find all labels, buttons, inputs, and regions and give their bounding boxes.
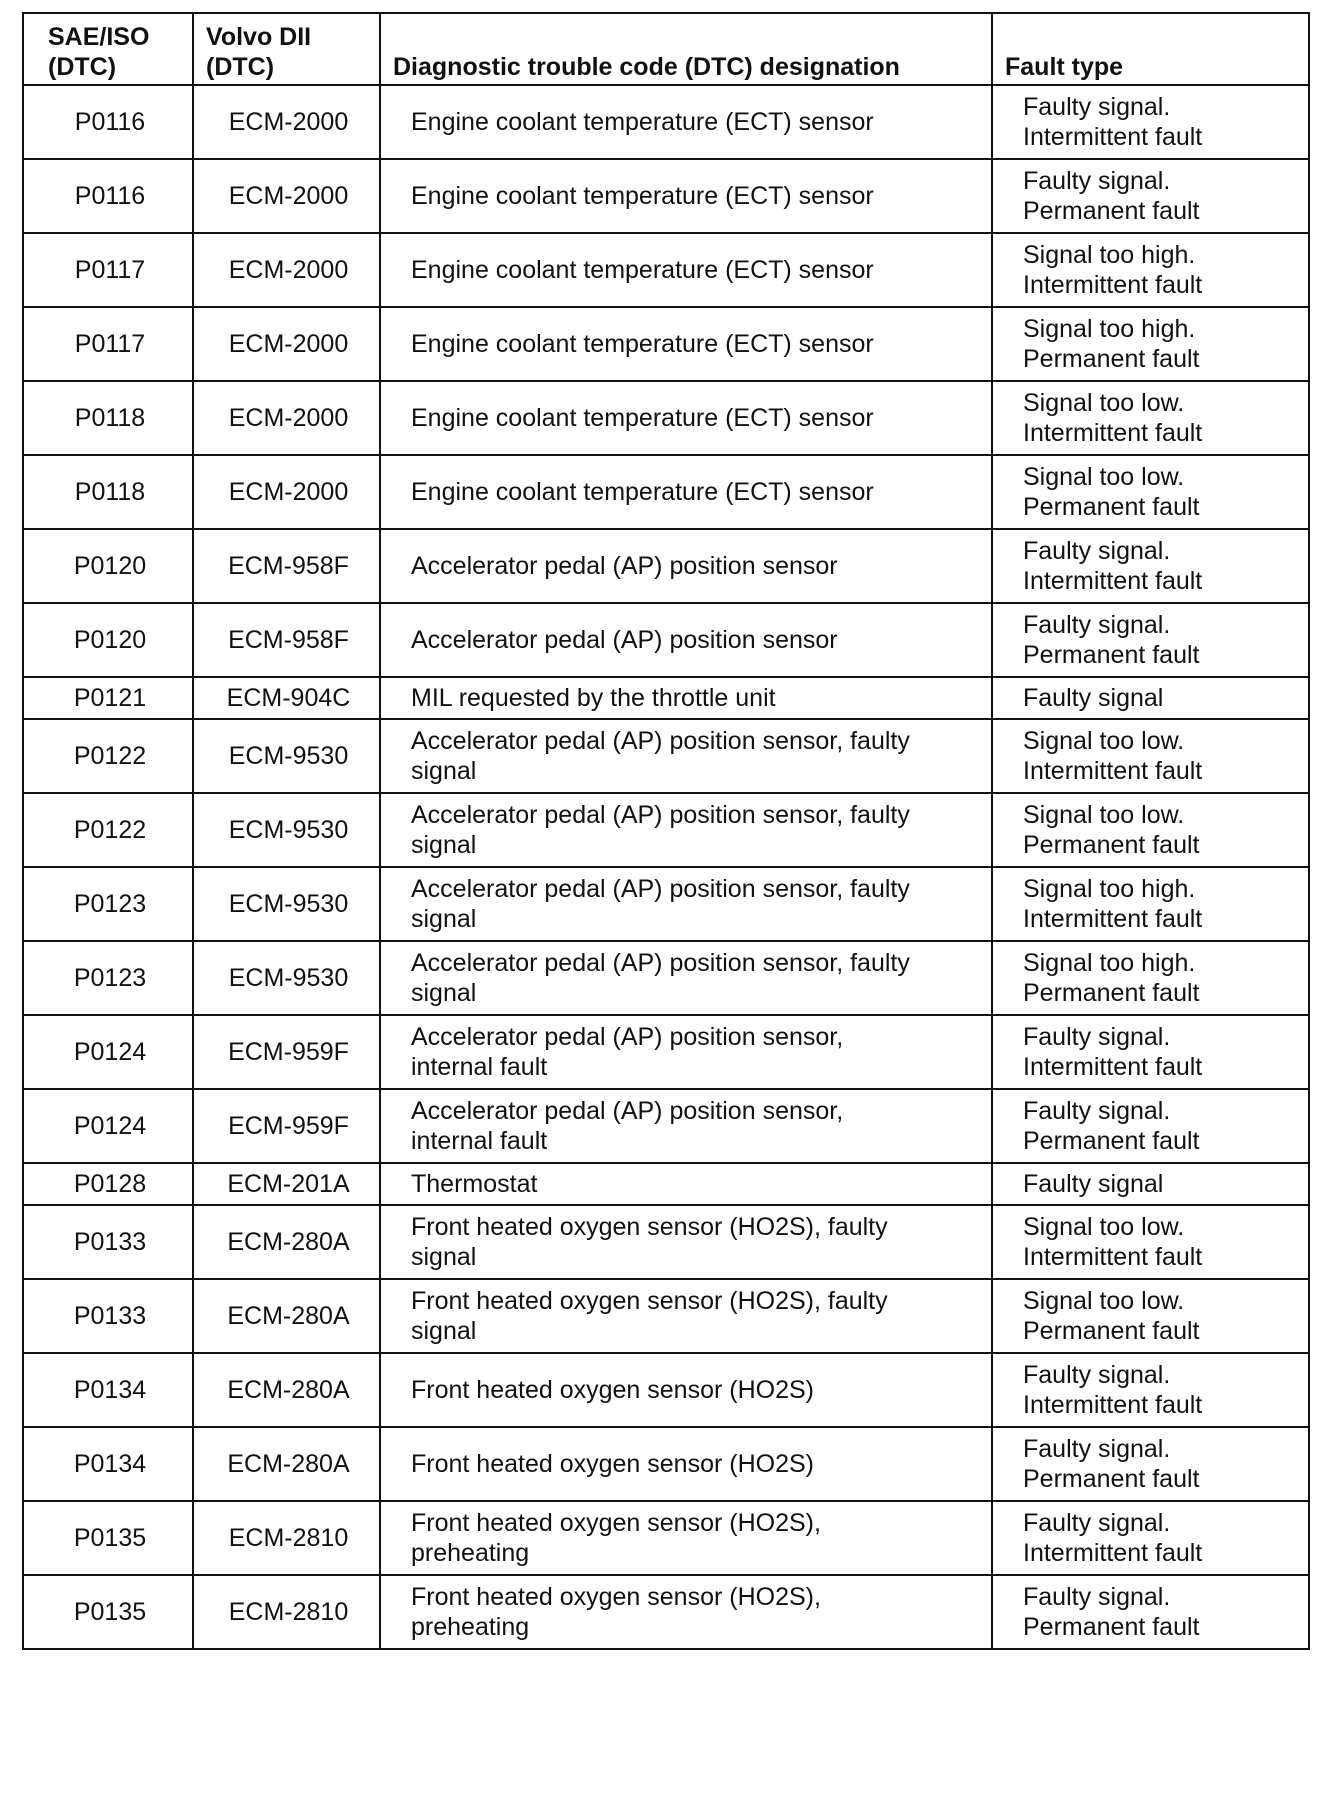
table-row [23,455,1309,529]
cell-fault-type [992,529,1309,603]
table-row [23,1353,1309,1427]
cell-sae-iso-code: P0128 [23,1163,193,1205]
fault-type-line: Permanent fault [1023,493,1200,521]
header-row [23,13,1309,85]
cell-designation [380,1015,992,1089]
designation-line: Front heated oxygen sensor (HO2S), faulty [411,1213,888,1241]
cell-volvo-dii-code: ECM-2000 [193,307,380,381]
cell-volvo-dii-code: ECM-9530 [193,719,380,793]
cell-fault-type [992,677,1309,719]
fault-type-line: Signal too low. [1023,727,1185,755]
cell-fault-type [992,1501,1309,1575]
cell-sae-iso-code: P0135 [23,1501,193,1575]
cell-designation [380,1163,992,1205]
cell-volvo-dii-code: ECM-904C [193,677,380,719]
designation-line: internal fault [411,1127,548,1155]
designation-line: internal fault [411,1053,548,1081]
fault-type-line: Intermittent fault [1023,419,1203,447]
cell-designation [380,233,992,307]
designation-line: Accelerator pedal (AP) position sensor, faulty [411,727,910,755]
fault-type-line: Faulty signal. [1023,611,1171,639]
cell-designation [380,159,992,233]
cell-fault-type [992,1205,1309,1279]
cell-designation [380,719,992,793]
fault-type-line: Faulty signal. [1023,1023,1171,1051]
cell-sae-iso-code: P0123 [23,867,193,941]
designation-line: Engine coolant temperature (ECT) sensor [411,256,874,284]
cell-designation [380,1279,992,1353]
designation-line: signal [411,831,477,859]
designation-line: Thermostat [411,1170,538,1198]
cell-sae-iso-code: P0116 [23,85,193,159]
cell-sae-iso-code: P0134 [23,1353,193,1427]
designation-line: MIL requested by the throttle unit [411,684,776,712]
table-row [23,1163,1309,1205]
cell-fault-type [992,381,1309,455]
designation-line: Accelerator pedal (AP) position sensor [411,626,838,654]
cell-sae-iso-code: P0123 [23,941,193,1015]
designation-line: preheating [411,1613,530,1641]
table-row [23,941,1309,1015]
fault-type-line: Signal too high. [1023,875,1196,903]
cell-fault-type [992,1089,1309,1163]
designation-line: signal [411,979,477,1007]
designation-line: Front heated oxygen sensor (HO2S), [411,1583,821,1611]
designation-line: Front heated oxygen sensor (HO2S) [411,1376,814,1404]
fault-type-line: Permanent fault [1023,1613,1200,1641]
cell-volvo-dii-code: ECM-2000 [193,455,380,529]
cell-designation [380,677,992,719]
cell-sae-iso-code: P0117 [23,233,193,307]
cell-sae-iso-code: P0135 [23,1575,193,1649]
table-row [23,1089,1309,1163]
header-designation: Diagnostic trouble code (DTC) designation [380,13,992,85]
fault-type-line: Faulty signal. [1023,167,1171,195]
fault-type-line: Signal too low. [1023,1213,1185,1241]
dtc-table [22,12,1310,1650]
fault-type-line: Faulty signal. [1023,1097,1171,1125]
fault-type-line: Intermittent fault [1023,1391,1203,1419]
cell-volvo-dii-code: ECM-959F [193,1089,380,1163]
cell-sae-iso-code: P0122 [23,793,193,867]
table-row [23,529,1309,603]
fault-type-line: Signal too high. [1023,315,1196,343]
table-row [23,307,1309,381]
table-row [23,1279,1309,1353]
cell-volvo-dii-code: ECM-280A [193,1427,380,1501]
fault-type-line: Faulty signal. [1023,93,1171,121]
cell-sae-iso-code: P0122 [23,719,193,793]
cell-volvo-dii-code: ECM-2000 [193,159,380,233]
cell-volvo-dii-code: ECM-958F [193,529,380,603]
designation-line: signal [411,1317,477,1345]
designation-line: Engine coolant temperature (ECT) sensor [411,330,874,358]
table-row [23,719,1309,793]
designation-line: Front heated oxygen sensor (HO2S), faulty [411,1287,888,1315]
cell-volvo-dii-code: ECM-9530 [193,793,380,867]
table-body [23,85,1309,1649]
designation-line: Accelerator pedal (AP) position sensor, [411,1023,844,1051]
cell-fault-type [992,793,1309,867]
table-row [23,793,1309,867]
table-row [23,1427,1309,1501]
cell-designation [380,529,992,603]
fault-type-line: Intermittent fault [1023,1053,1203,1081]
fault-type-line: Permanent fault [1023,831,1200,859]
cell-designation [380,1353,992,1427]
cell-fault-type [992,1427,1309,1501]
cell-sae-iso-code: P0121 [23,677,193,719]
table-row [23,85,1309,159]
cell-fault-type [992,1015,1309,1089]
fault-type-line: Intermittent fault [1023,1243,1203,1271]
designation-line: Engine coolant temperature (ECT) sensor [411,182,874,210]
cell-sae-iso-code: P0124 [23,1089,193,1163]
fault-type-line: Permanent fault [1023,345,1200,373]
cell-designation [380,941,992,1015]
designation-line: Front heated oxygen sensor (HO2S), [411,1509,821,1537]
cell-fault-type [992,233,1309,307]
fault-type-line: Signal too low. [1023,389,1185,417]
cell-volvo-dii-code: ECM-280A [193,1353,380,1427]
fault-type-line: Permanent fault [1023,1317,1200,1345]
cell-volvo-dii-code: ECM-9530 [193,867,380,941]
table-row [23,1015,1309,1089]
fault-type-line: Faulty signal. [1023,1361,1171,1389]
designation-line: Accelerator pedal (AP) position sensor, [411,1097,844,1125]
cell-volvo-dii-code: ECM-2000 [193,85,380,159]
fault-type-line: Faulty signal [1023,684,1164,712]
cell-designation [380,793,992,867]
fault-type-line: Permanent fault [1023,1127,1200,1155]
table-row [23,1501,1309,1575]
cell-designation [380,307,992,381]
cell-sae-iso-code: P0133 [23,1205,193,1279]
cell-volvo-dii-code: ECM-9530 [193,941,380,1015]
cell-sae-iso-code: P0118 [23,381,193,455]
cell-fault-type [992,455,1309,529]
cell-designation [380,1575,992,1649]
cell-sae-iso-code: P0117 [23,307,193,381]
cell-designation [380,455,992,529]
cell-volvo-dii-code: ECM-2000 [193,233,380,307]
cell-designation [380,85,992,159]
header-sae-iso: SAE/ISO (DTC) [23,13,193,85]
cell-sae-iso-code: P0120 [23,529,193,603]
fault-type-line: Faulty signal [1023,1170,1164,1198]
cell-fault-type [992,719,1309,793]
designation-line: signal [411,1243,477,1271]
fault-type-line: Faulty signal. [1023,537,1171,565]
designation-line: Front heated oxygen sensor (HO2S) [411,1450,814,1478]
designation-line: signal [411,757,477,785]
fault-type-line: Faulty signal. [1023,1435,1171,1463]
cell-designation [380,1205,992,1279]
table-row [23,677,1309,719]
fault-type-line: Permanent fault [1023,197,1200,225]
table-row [23,159,1309,233]
fault-type-line: Permanent fault [1023,641,1200,669]
cell-volvo-dii-code: ECM-2810 [193,1575,380,1649]
header-volvo-dii: Volvo DII (DTC) [193,13,380,85]
header-fault-type: Fault type [992,13,1309,85]
cell-volvo-dii-code: ECM-201A [193,1163,380,1205]
fault-type-line: Intermittent fault [1023,123,1203,151]
fault-type-line: Signal too high. [1023,241,1196,269]
cell-volvo-dii-code: ECM-2000 [193,381,380,455]
fault-type-line: Signal too low. [1023,1287,1185,1315]
designation-line: Accelerator pedal (AP) position sensor, faulty [411,801,910,829]
table-row [23,233,1309,307]
cell-sae-iso-code: P0118 [23,455,193,529]
cell-fault-type [992,1279,1309,1353]
fault-type-line: Permanent fault [1023,1465,1200,1493]
designation-line: Engine coolant temperature (ECT) sensor [411,404,874,432]
fault-type-line: Intermittent fault [1023,905,1203,933]
cell-sae-iso-code: P0124 [23,1015,193,1089]
fault-type-line: Faulty signal. [1023,1509,1171,1537]
designation-line: Accelerator pedal (AP) position sensor [411,552,838,580]
fault-type-line: Intermittent fault [1023,757,1203,785]
designation-line: Accelerator pedal (AP) position sensor, faulty [411,875,910,903]
fault-type-line: Intermittent fault [1023,1539,1203,1567]
table-row [23,381,1309,455]
cell-volvo-dii-code: ECM-280A [193,1279,380,1353]
cell-designation [380,1501,992,1575]
cell-volvo-dii-code: ECM-959F [193,1015,380,1089]
table-row [23,867,1309,941]
cell-fault-type [992,1575,1309,1649]
designation-line: Engine coolant temperature (ECT) sensor [411,108,874,136]
cell-volvo-dii-code: ECM-280A [193,1205,380,1279]
cell-fault-type [992,603,1309,677]
cell-fault-type [992,867,1309,941]
cell-designation [380,1089,992,1163]
fault-type-line: Signal too high. [1023,949,1196,977]
cell-designation [380,603,992,677]
fault-type-line: Signal too low. [1023,801,1185,829]
cell-fault-type [992,1163,1309,1205]
designation-line: Engine coolant temperature (ECT) sensor [411,478,874,506]
cell-designation [380,381,992,455]
fault-type-line: Permanent fault [1023,979,1200,1007]
cell-sae-iso-code: P0134 [23,1427,193,1501]
cell-fault-type [992,85,1309,159]
fault-type-line: Signal too low. [1023,463,1185,491]
fault-type-line: Faulty signal. [1023,1583,1171,1611]
table-header [23,13,1309,85]
cell-designation [380,867,992,941]
cell-designation [380,1427,992,1501]
fault-type-line: Intermittent fault [1023,271,1203,299]
cell-sae-iso-code: P0116 [23,159,193,233]
table-row [23,1205,1309,1279]
cell-fault-type [992,1353,1309,1427]
cell-volvo-dii-code: ECM-958F [193,603,380,677]
cell-fault-type [992,307,1309,381]
cell-volvo-dii-code: ECM-2810 [193,1501,380,1575]
designation-line: preheating [411,1539,530,1567]
designation-line: Accelerator pedal (AP) position sensor, faulty [411,949,910,977]
table-row [23,1575,1309,1649]
table-row [23,603,1309,677]
designation-line: signal [411,905,477,933]
cell-sae-iso-code: P0133 [23,1279,193,1353]
fault-type-line: Intermittent fault [1023,567,1203,595]
cell-sae-iso-code: P0120 [23,603,193,677]
cell-fault-type [992,159,1309,233]
cell-fault-type [992,941,1309,1015]
